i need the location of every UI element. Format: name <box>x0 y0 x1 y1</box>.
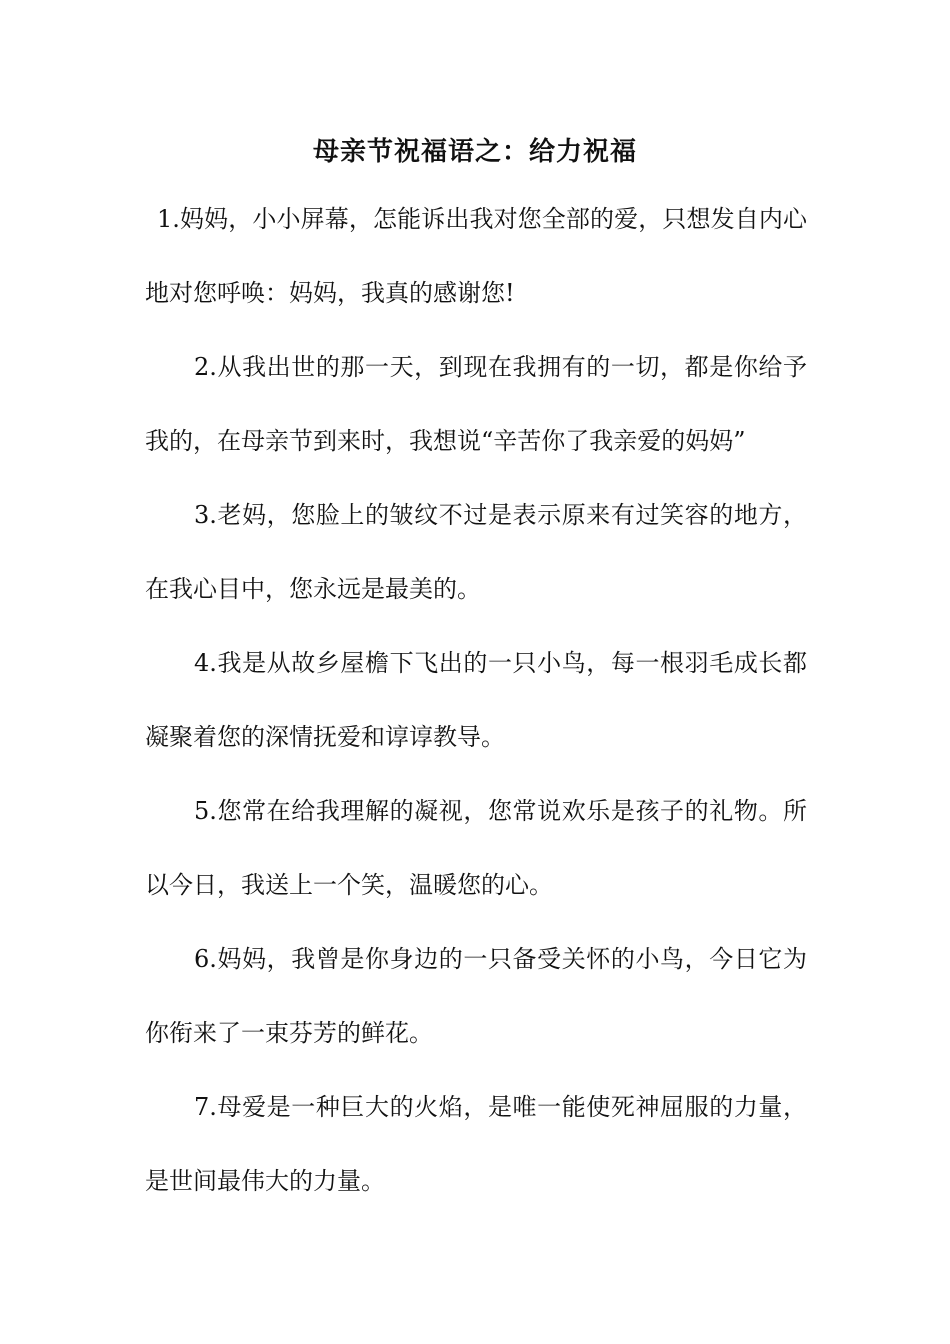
paragraph-6: 6.妈妈，我曾是你身边的一只备受关怀的小鸟，今日它为你衔来了一束芬芳的鲜花。 <box>145 945 807 1047</box>
document-title: 母亲节祝福语之：给力祝福 <box>312 137 637 167</box>
paragraph-4: 4.我是从故乡屋檐下飞出的一只小鸟，每一根羽毛成长都凝聚着您的深情抚爱和谆谆教导。 <box>145 649 807 751</box>
paragraph-3: 3.老妈，您脸上的皱纹不过是表示原来有过笑容的地方，在我心目中，您永远是最美的。 <box>145 501 807 603</box>
paragraph-5: 5.您常在给我理解的凝视，您常说欢乐是孩子的礼物。所以今日，我送上一个笑，温暖您的心。 <box>145 797 807 899</box>
paragraph-2: 2.从我出世的那一天，到现在我拥有的一切，都是你给予我的，在母亲节到来时，我想说“辛苦你了我亲爱的妈妈” <box>145 353 807 455</box>
document-body <box>145 182 807 1218</box>
paragraph-1: 1.妈妈，小小屏幕，怎能诉出我对您全部的爱，只想发自内心地对您呼唤：妈妈，我真的感谢您! <box>145 205 807 307</box>
paragraph-7: 7.母爱是一种巨大的火焰，是唯一能使死神屈服的力量，是世间最伟大的力量。 <box>145 1093 807 1195</box>
